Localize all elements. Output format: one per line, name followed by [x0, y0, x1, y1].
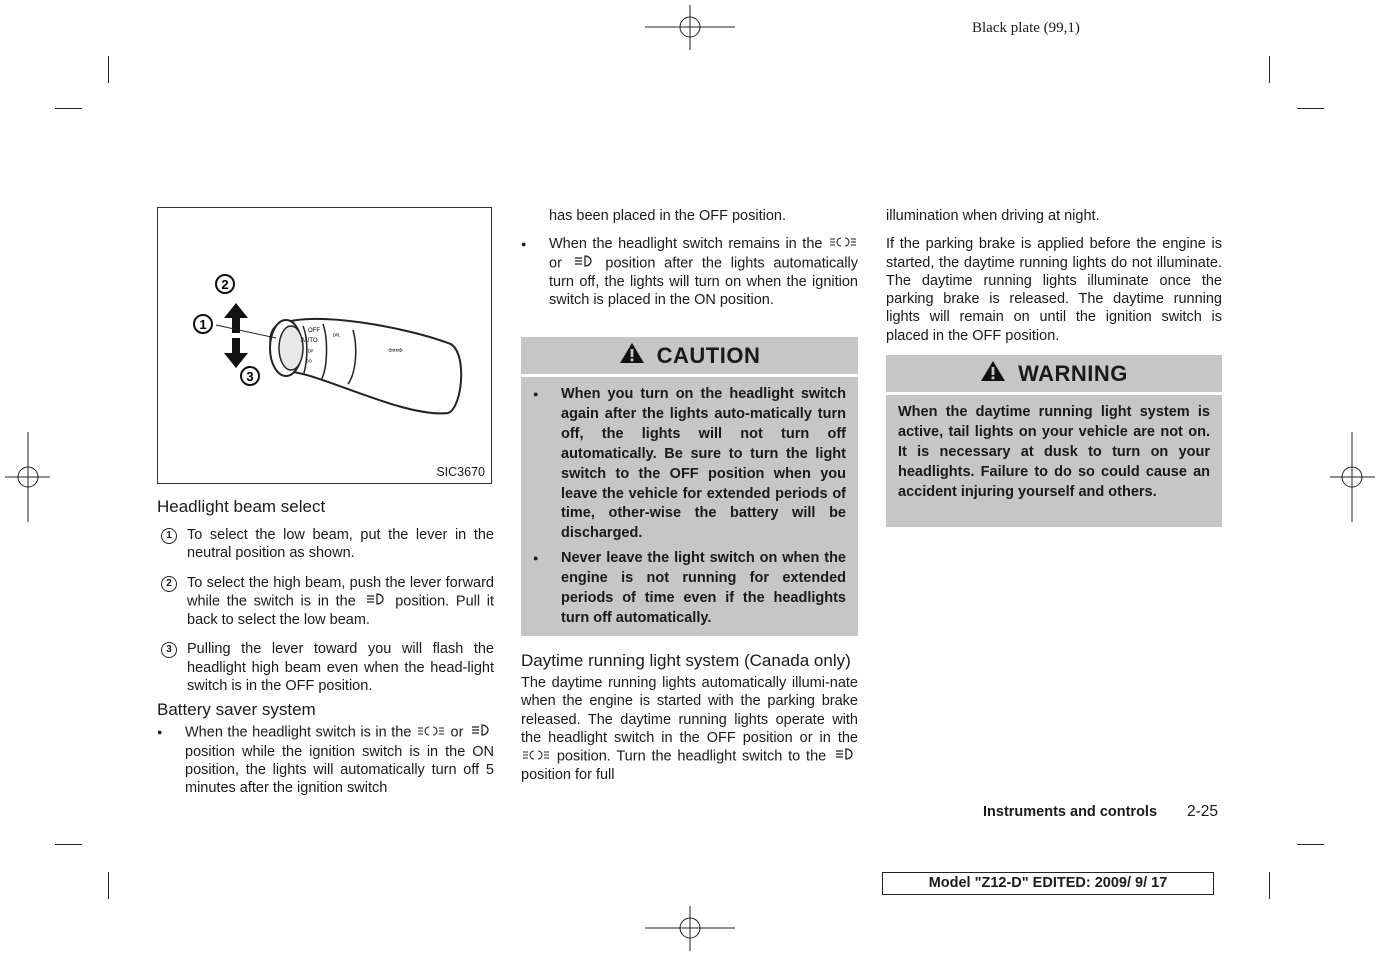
battery-text-b: or — [450, 724, 464, 741]
switch-label-fog: ᴰᴾᴸ — [333, 334, 341, 340]
beam-item-1-text: To select the low beam, put the lever in the neutral position as shown. — [187, 527, 494, 562]
svg-text:3: 3 — [246, 369, 254, 384]
number-badge-2: 2 — [161, 576, 177, 592]
beam-item-2 — [157, 574, 494, 630]
number-badge-3: 3 — [161, 642, 177, 658]
registration-mark-right — [1330, 432, 1375, 522]
headlight-lever-figure — [157, 207, 492, 484]
registration-mark-top — [645, 5, 735, 50]
registration-mark-left — [5, 432, 50, 522]
number-badge-1: 1 — [161, 528, 177, 544]
parking-light-icon — [521, 748, 551, 766]
continued-text: illumination when driving at night. — [886, 208, 1100, 224]
headlight-symbol-icon — [468, 723, 494, 742]
headlight-beam-heading: Headlight beam select — [157, 497, 326, 516]
callout-2 — [216, 275, 234, 293]
bullet-text-c: position after the lights automatically turn off, the lights will turn on when the ignition switch is placed in the ON position. — [549, 255, 858, 309]
battery-text-a: When the headlight switch is in the — [185, 724, 412, 741]
warning-header — [886, 355, 1222, 395]
svg-text:1: 1 — [199, 317, 207, 332]
headlight-symbol-icon — [832, 747, 858, 766]
switch-label-headlight: ᴰᴼ — [306, 360, 312, 366]
headlight-symbol-icon — [571, 254, 597, 273]
section-title: Instruments and controls — [983, 804, 1158, 820]
warning-title: WARNING — [1018, 360, 1128, 386]
warning-triangle-icon — [980, 359, 1006, 389]
page-number: 2-25 — [1187, 803, 1219, 820]
bullet-text-a: When the headlight switch remains in the — [549, 236, 823, 253]
parking-brake-paragraph: If the parking brake is applied before the engine is started, the daytime running lights do not illuminate. The daytime running lights illuminate once the parking brake is released. The daytime running lights will remain on until the ignition switch is placed in the OFF position. — [886, 236, 1222, 344]
caution-header — [521, 337, 858, 377]
caution-item: ● When you turn on the headlight switch again after the lights auto-matically turn off, the lights will not turn off automatically. Be sure to turn the light switch to the OFF position when you leave the vehicle for extended periods of time, other-wise the battery will be discharged. — [521, 385, 846, 544]
switch-label-auto: AUTO — [301, 338, 318, 344]
beam-item-3-text: Pulling the lever toward you will flash the headlight high beam even when the head-light switch is in the OFF position. — [187, 641, 494, 695]
warning-triangle-icon — [619, 341, 645, 371]
headlight-symbol-icon — [363, 592, 389, 611]
bullet-text-b: or — [549, 255, 562, 272]
battery-text-c: position while the ignition switch is in the ON position, the lights will automatically turn off 5 minutes after the ignition switch — [185, 743, 494, 797]
figure-id: SIC3670 — [436, 465, 485, 479]
column-1 — [157, 496, 494, 798]
caution-body — [521, 377, 858, 629]
headlight-lever-illustration — [158, 208, 491, 483]
warning-box — [886, 355, 1222, 527]
column-3 — [886, 207, 1222, 345]
warning-text: When the daytime running light system is active, tail lights on your vehicle are not on. It is necessary at dusk to turn on your headlights. Failure to do so could cause an accident injuring yourself and others. — [898, 404, 1210, 500]
beam-item-2-text-b: position. Pull it back to select the low beam. — [187, 593, 495, 629]
column-2 — [521, 207, 858, 310]
continued-text: has been placed in the OFF position. — [549, 208, 786, 224]
drl-paragraph — [521, 674, 858, 785]
beam-item-3 — [157, 640, 494, 695]
battery-saver-bullet — [157, 723, 494, 797]
parking-light-icon — [828, 235, 858, 253]
beam-item-1 — [157, 526, 494, 563]
drl-section — [521, 650, 858, 785]
drl-heading: Daytime running light system (Canada only) — [521, 651, 851, 670]
headlight-remains-bullet — [521, 235, 858, 309]
caution-item: ● Never leave the light switch on when the engine is not running for extended periods of time even if the headlights turn off automatically. — [521, 549, 846, 629]
callout-1 — [194, 315, 212, 333]
caution-title: CAUTION — [656, 342, 761, 368]
registration-mark-bottom — [645, 906, 735, 951]
drl-text-c: position for full — [521, 767, 615, 784]
svg-text:⇦⇨: ⇦⇨ — [388, 345, 404, 355]
plate-label: Black plate (99,1) — [972, 20, 1080, 36]
beam-item-2-text-a: To select the high beam, push the lever forward while the switch is in the — [187, 574, 494, 610]
callout-3 — [241, 367, 259, 385]
switch-label-parking: ᴰᴾ — [308, 350, 314, 356]
switch-label-off: OFF — [308, 328, 320, 334]
caution-box — [521, 337, 858, 636]
model-edit-box: Model "Z12-D" EDITED: 2009/ 9/ 17 — [882, 872, 1214, 895]
battery-saver-heading: Battery saver system — [157, 700, 316, 720]
parking-light-icon — [416, 724, 446, 742]
drl-text-b: position. Turn the headlight switch to the — [556, 748, 827, 765]
drl-text-a: The daytime running lights automatically illumi-nate when the engine is started with the parking brake released. The daytime running lights operate with the headlight switch in the OFF position or in the — [521, 675, 858, 746]
svg-text:2: 2 — [221, 277, 229, 292]
